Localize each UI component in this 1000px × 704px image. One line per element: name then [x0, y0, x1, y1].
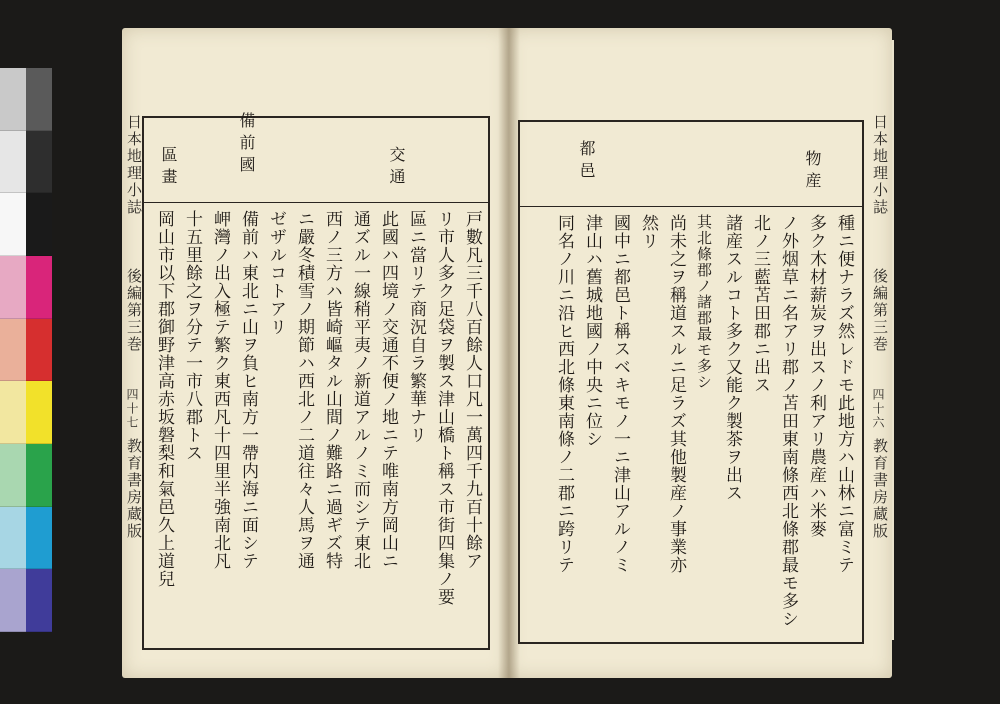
heading-toyu: 都邑: [577, 140, 596, 184]
left-margin-title: 日本地理小誌: [125, 114, 143, 216]
heading-kubun: 區畫: [159, 146, 178, 190]
text-column: 國中ニ都邑ト稱スベキモノ一ニ津山アルノミ: [610, 214, 630, 574]
text-column: 戸數凡三千八百餘人口凡一萬四千九百十餘ア: [462, 210, 482, 570]
heading-province: 備前國: [237, 112, 256, 178]
open-book: [122, 28, 892, 678]
right-page: [508, 28, 892, 678]
right-margin-publisher: 教育書房蔵版: [871, 438, 889, 540]
left-margin-volume: 後編第三巻: [125, 268, 143, 353]
text-column: 備前ハ東北ニ山ヲ負ヒ南方一帶内海ニ面シテ: [238, 210, 258, 570]
text-column: リ市人多ク足袋ヲ製ス津山橋ト稱ス市街四集ノ要: [434, 210, 454, 606]
text-column: 種ニ便ナラズ然レドモ此地方ハ山林ニ富ミテ: [834, 214, 854, 574]
left-text-frame: [142, 112, 490, 650]
left-page: [122, 28, 508, 678]
text-column: 同名ノ川ニ沿ヒ西北條東南條ノ二郡ニ跨リテ: [554, 214, 574, 574]
text-column: 尚未之ヲ稱道スルニ足ラズ其他製産ノ事業亦: [666, 214, 686, 574]
text-column: 諸産スルコト多ク又能ク製茶ヲ出ス: [722, 214, 742, 502]
text-column: 西ノ三方ハ皆崎嶇タル山間ノ難路ニ過ギズ特: [322, 210, 342, 570]
text-column: 北ノ三藍苫田郡ニ出ス: [750, 214, 770, 394]
text-column: 其北條郡ノ諸郡最モ多シ: [695, 214, 713, 390]
right-margin-folio: 四十六: [871, 388, 885, 430]
text-column: ゼザルコトアリ: [266, 210, 286, 336]
right-margin-title: 日本地理小誌: [871, 114, 889, 216]
left-margin-publisher: 教育書房蔵版: [125, 438, 143, 540]
heading-bussan: 物産: [803, 150, 822, 194]
text-column: 十五里餘之ヲ分テ一市八郡トス: [182, 210, 202, 462]
text-column: 岡山市以下郡御野津高赤坂磐梨和氣邑久上道兒: [154, 210, 174, 588]
heading-kotsu: 交通: [387, 146, 406, 190]
text-column: 此國ハ四境ノ交通不便ノ地ニテ唯南方岡山ニ: [378, 210, 398, 570]
text-column: ニ嚴冬積雪ノ期節ハ西北ノ二道往々人馬ヲ通: [294, 210, 314, 570]
text-column: 然リ: [638, 214, 658, 250]
text-column: 多ク木材薪炭ヲ出スノ利アリ農産ハ米麥: [806, 214, 826, 538]
text-column: ノ外烟草ニ名アリ郡ノ苫田東南條西北條郡最モ多シ: [778, 214, 798, 628]
text-column: 通ズル一線稍平夷ノ新道アルノミ而シテ東北: [350, 210, 370, 570]
left-margin-folio: 四十七: [125, 388, 139, 430]
right-margin-volume: 後編第三巻: [871, 268, 889, 353]
text-column: 岬灣ノ出入極テ繁ク東西凡十四里半強南北凡: [210, 210, 230, 570]
book-gutter: [498, 28, 520, 678]
color-calibration-bar: [0, 68, 52, 632]
text-column: 區ニ當リテ商況自ラ繁華ナリ: [406, 210, 426, 444]
text-column: 津山ハ舊城地國ノ中央ニ位シ: [582, 214, 602, 448]
right-text-frame: [518, 120, 864, 644]
